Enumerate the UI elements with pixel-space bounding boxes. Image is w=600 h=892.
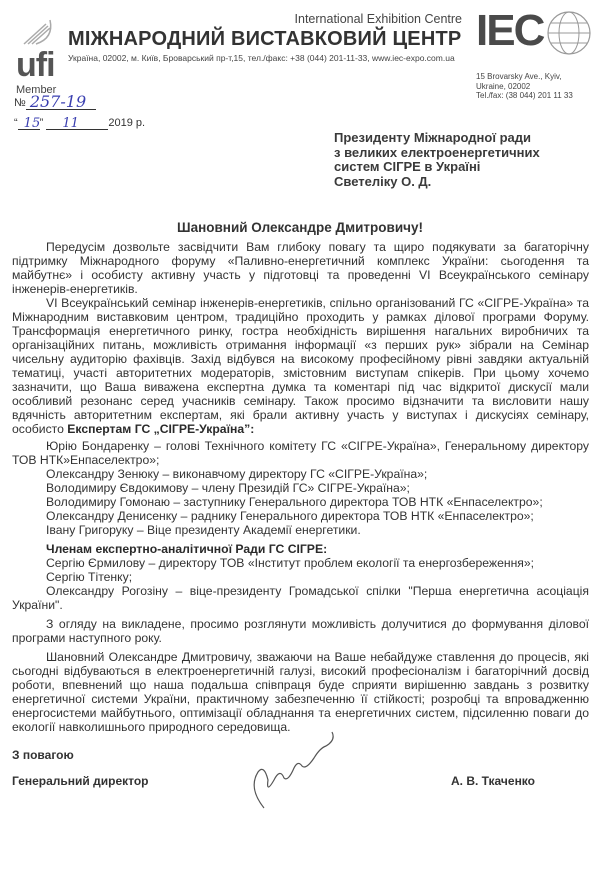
ufi-member-logo bbox=[14, 18, 62, 96]
addressee-block bbox=[334, 131, 540, 189]
globe-icon bbox=[546, 10, 592, 56]
ufi-logo-text: ufi bbox=[16, 46, 55, 84]
signature-area bbox=[12, 748, 589, 808]
expert-item: Володимиру Євдокимову – члену Президій ГС» СІГРЕ-Україна»; bbox=[46, 481, 410, 495]
iec-address-line: Ukraine, 02002 bbox=[476, 81, 531, 91]
iec-address bbox=[476, 72, 573, 101]
signer-name: А. В. Ткаченко bbox=[451, 774, 535, 788]
paragraph-seminar-text: VI Всеукраїнський семінар інженерів-енергетиків, спільно організований ГС «СІГРЕ-Україна» та Міжнародним виставковим центром, традиційно проходить у рамках ділової програми Форуму. Трансформація енергетичного ринку, гостра необхідність вирішення нагальних виробничих та організаційних питань, можливість отримання інформації «з перших рук» зібрали на Семінар чисельну аудиторію фахівців. Захід відбувся на високому професійному рівні завдяки актуальній тематиці, участі авторитетних модераторів, змістовним виступам спікерів. При цьому хочемо зазначити, що Ваша виважена експертна думка та коментарі під час відкритої дискусії мали особливий резонанс серед учасників семінару. Також просимо відзначити та висловити нашу вдячність авторитетним експертам, які брали активну участь у виступах і дискусіях семінару, особисто bbox=[12, 296, 589, 436]
expert-item: Володимиру Гомонаю – заступнику Генерального директора ТОВ НТК «Енпаселектро»; bbox=[46, 495, 543, 509]
date-year: 2019 р. bbox=[108, 117, 146, 129]
council-item: Сергію Єрмилову – директору ТОВ «Інститут проблем екології та енергозбереження»; bbox=[46, 556, 535, 570]
addressee-line: Президенту Міжнародної ради bbox=[334, 130, 532, 145]
expert-item: Юрію Бондаренку – голові Технічного комітету ГС «СІГРЕ-Україна», Генеральному директору ТОВ НТК»Енпаселектро»; bbox=[12, 439, 589, 467]
letter-flow bbox=[12, 240, 589, 808]
reference-date: “ 15 ” 11 2019 р. bbox=[14, 116, 146, 131]
addressee-line: систем СІГРЕ в Україні bbox=[334, 159, 481, 174]
expert-item: Івану Григоруку – Віце президенту Академії енергетики. bbox=[46, 523, 361, 537]
salutation: Шановний Олександре Дмитровичу! bbox=[177, 220, 423, 235]
ufi-member-label: Member bbox=[16, 84, 57, 96]
reference-number bbox=[14, 92, 96, 111]
council-item: Олександру Рогозіну – віце-президенту Громадської спілки "Перша енергетична асоціація України". bbox=[12, 584, 589, 612]
iec-address-line: Tel./fax: (38 044) 201 11 33 bbox=[476, 91, 573, 100]
date-month-handwritten: 11 bbox=[62, 116, 79, 131]
org-address: Україна, 02002, м. Київ, Броварський пр-т,15, тел./факс: +38 (044) 201-11-33, www.iec-expo.com.ua bbox=[68, 53, 455, 63]
closing-regards: З повагою bbox=[12, 748, 74, 762]
iec-address-line: 15 Brovarsky Ave., Kyiv, bbox=[476, 72, 562, 81]
paragraph-closing: Шановний Олександре Дмитровичу, зважаючи на Ваше небайдуже ставлення до процесів, які сьогодні відбуваються в електроенергетичній галузі, високий професіоналізм і багаторічний досвід роботи, впевнений що наша подальша співпраця буде сприяти вирішенню завдань з розвитку енергетичної системи України, практичному забезпеченню її стійкості; розробці та впровадженню енергосистеми майбутнього, оптимізації обладнання та енергетичних систем, підсиленню поваги до екології навколишнього природного середовища. bbox=[12, 650, 589, 734]
paragraph-request: З огляду на викладене, просимо розглянути можливість долучитися до формування ділової програми наступного року. bbox=[12, 617, 589, 645]
org-name-ua: МІЖНАРОДНИЙ ВИСТАВКОВИЙ ЦЕНТР bbox=[68, 28, 462, 50]
iec-logo-text: IEC bbox=[476, 6, 544, 55]
letter-body bbox=[12, 240, 589, 734]
council-heading bbox=[12, 542, 589, 556]
ufi-arcs-icon bbox=[20, 18, 56, 48]
council-heading-text: Членам експертно-аналітичної Ради ГС СІГРЕ: bbox=[46, 542, 328, 556]
addressee-line: з великих електроенергетичних bbox=[334, 144, 540, 160]
council-item: Сергію Тітенку; bbox=[46, 570, 133, 584]
expert-item: Олександру Зенюку – виконавчому директору ГС «СІГРЕ-Україна»; bbox=[46, 467, 428, 481]
org-name-en: International Exhibition Centre bbox=[294, 12, 462, 26]
paragraph-seminar bbox=[12, 296, 589, 436]
experts-heading: Експертам ГС „СІГРЕ-Україна”: bbox=[67, 422, 255, 436]
handwritten-signature bbox=[244, 730, 344, 810]
date-day-handwritten: 15 bbox=[23, 116, 41, 131]
paragraph-intro: Передусім дозвольте засвідчити Вам глибоку повагу та щиро подякувати за багаторічну підтримку Міжнародного форуму «Паливно-енергетичний комплекс України: сьогодення та майбутнє» і особисту активну участь у підготовці та проведенні VI Всеукраїнського семінару інженерів-енергетиків. bbox=[12, 240, 589, 296]
addressee-line: Светеліку О. Д. bbox=[334, 173, 432, 189]
signer-role: Генеральний директор bbox=[12, 774, 149, 788]
number-handwritten: 257-19 bbox=[29, 92, 87, 111]
expert-item: Олександру Денисенку – раднику Генерального директора ТОВ НТК «Енпаселектро»; bbox=[46, 509, 534, 523]
iec-logo bbox=[476, 8, 592, 58]
number-label: № bbox=[14, 97, 26, 109]
